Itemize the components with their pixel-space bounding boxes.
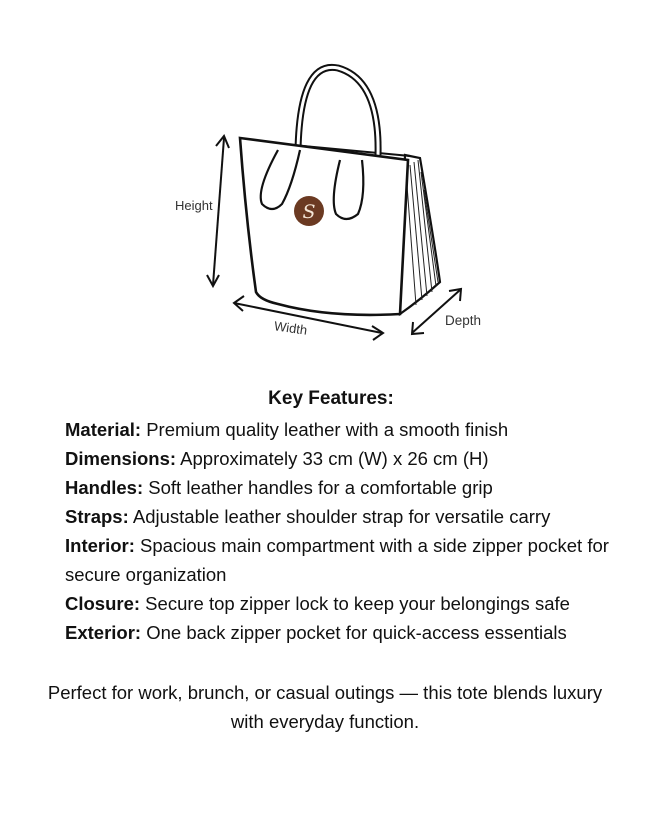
feature-label: Straps: (65, 506, 129, 527)
depth-label: Depth (445, 313, 482, 328)
feature-item (65, 618, 625, 647)
bag-body (240, 138, 408, 315)
tagline: Perfect for work, brunch, or casual outings — this tote blends luxury with everyday function. (47, 682, 603, 732)
feature-label: Handles: (65, 477, 144, 498)
brand-logo-letter: S (302, 201, 316, 223)
feature-item (65, 502, 625, 531)
feature-label: Dimensions: (65, 448, 177, 469)
features-title: Key Features: (268, 388, 394, 409)
feature-text: One back zipper pocket for quick-access essentials (141, 622, 567, 643)
feature-text: Adjustable leather shoulder strap for versatile carry (128, 506, 551, 527)
feature-item (65, 415, 625, 444)
feature-list (65, 415, 625, 647)
feature-item (65, 473, 625, 502)
feature-label: Exterior: (65, 622, 142, 643)
feature-item (65, 589, 625, 618)
feature-text: Approximately 33 cm (W) x 26 cm (H) (176, 448, 489, 469)
width-label: Width (273, 318, 309, 338)
feature-item (65, 531, 625, 589)
tote-bag-icon (0, 0, 650, 360)
feature-label: Interior: (65, 535, 135, 556)
feature-text: Premium quality leather with a smooth finish (141, 419, 509, 440)
bag-illustration (0, 0, 650, 360)
key-features-section (65, 388, 625, 647)
feature-text: Soft leather handles for a comfortable grip (143, 477, 493, 498)
feature-label: Material: (65, 419, 142, 440)
feature-item (65, 444, 625, 473)
feature-text: Secure top zipper lock to keep your belongings safe (140, 593, 570, 614)
height-label: Height (175, 198, 213, 213)
feature-label: Closure: (65, 593, 141, 614)
feature-text: Spacious main compartment with a side zipper pocket for secure organization (65, 535, 609, 585)
